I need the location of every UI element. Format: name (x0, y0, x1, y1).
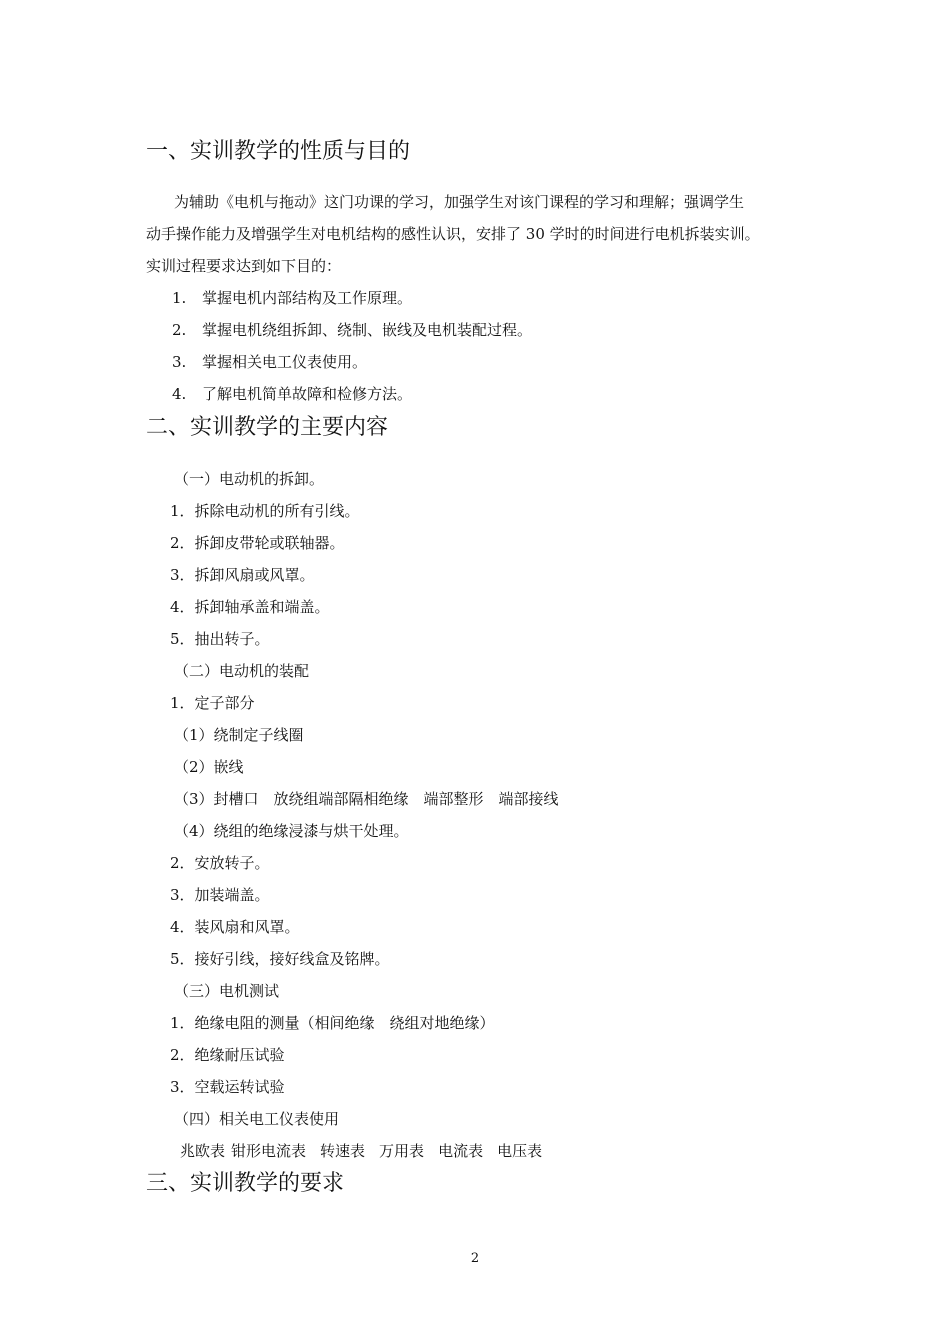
content-line: （二）电动机的装配 (174, 662, 310, 680)
content-line: （一）电动机的拆卸。 (174, 470, 325, 488)
instrument-item: 钳形电流表 (231, 1142, 307, 1160)
content-line: 2．拆卸皮带轮或联轴器。 (170, 534, 345, 552)
content-line: 2．绝缘耐压试验 (170, 1046, 285, 1064)
content-line: 1．拆除电动机的所有引线。 (170, 502, 360, 520)
intro-line-3: 实训过程要求达到如下目的： (146, 257, 342, 275)
goal-text: 掌握相关电工仪表使用。 (202, 353, 368, 371)
content-line: 5．接好引线，接好线盒及铭牌。 (170, 950, 390, 968)
goal-text: 掌握电机绕组拆卸、绕制、嵌线及电机装配过程。 (202, 321, 533, 339)
content-line: 5．抽出转子。 (170, 630, 270, 648)
goal-number: 3. (172, 353, 187, 371)
goal-number: 4. (172, 385, 187, 403)
content-line: （2）嵌线 (174, 758, 244, 776)
content-line: 1．定子部分 (170, 694, 255, 712)
content-line: （三）电机测试 (174, 982, 280, 1000)
section-title-2: 二、实训教学的主要内容 (146, 415, 389, 440)
instrument-list (180, 1139, 542, 1163)
goal-text: 掌握电机内部结构及工作原理。 (202, 289, 413, 307)
content-line: （3）封槽口 放绕组端部隔相绝缘 端部整形 端部接线 (174, 790, 559, 808)
content-line: （4）绕组的绝缘浸漆与烘干处理。 (174, 822, 409, 840)
goal-item-4 (172, 382, 412, 406)
goal-item-3 (172, 350, 367, 374)
intro-line-1: 为辅助《电机与拖动》这门功课的学习，加强学生对该门课程的学习和理解；强调学生 (174, 193, 745, 211)
page-number: 2 (470, 1251, 480, 1266)
goal-item-1 (172, 286, 412, 310)
content-line: 4．装风扇和风罩。 (170, 918, 300, 936)
content-line: 3．加装端盖。 (170, 886, 270, 904)
goal-text: 了解电机简单故障和检修方法。 (202, 385, 413, 403)
content-line: 3．空载运转试验 (170, 1078, 285, 1096)
content-line: 4．拆卸轴承盖和端盖。 (170, 598, 330, 616)
section-title-1: 一、实训教学的性质与目的 (146, 139, 411, 164)
instrument-item: 万用表 (379, 1142, 425, 1160)
instrument-item: 电流表 (438, 1142, 484, 1160)
content-line: 2．安放转子。 (170, 854, 270, 872)
content-line: （四）相关电工仪表使用 (174, 1110, 340, 1128)
goal-item-2 (172, 318, 532, 342)
goal-number: 2. (172, 321, 187, 339)
instrument-item: 兆欧表 (180, 1142, 226, 1160)
intro-line-2: 动手操作能力及增强学生对电机结构的感性认识，安排了 30 学时的时间进行电机拆装实训。 (146, 225, 760, 243)
content-line: （1）绕制定子线圈 (174, 726, 304, 744)
content-line: 3．拆卸风扇或风罩。 (170, 566, 315, 584)
goal-number: 1. (172, 289, 187, 307)
instrument-item: 电压表 (497, 1142, 543, 1160)
section-title-3: 三、实训教学的要求 (146, 1171, 345, 1196)
instrument-item: 转速表 (320, 1142, 366, 1160)
content-line: 1．绝缘电阻的测量（相间绝缘 绕组对地绝缘） (170, 1014, 495, 1032)
